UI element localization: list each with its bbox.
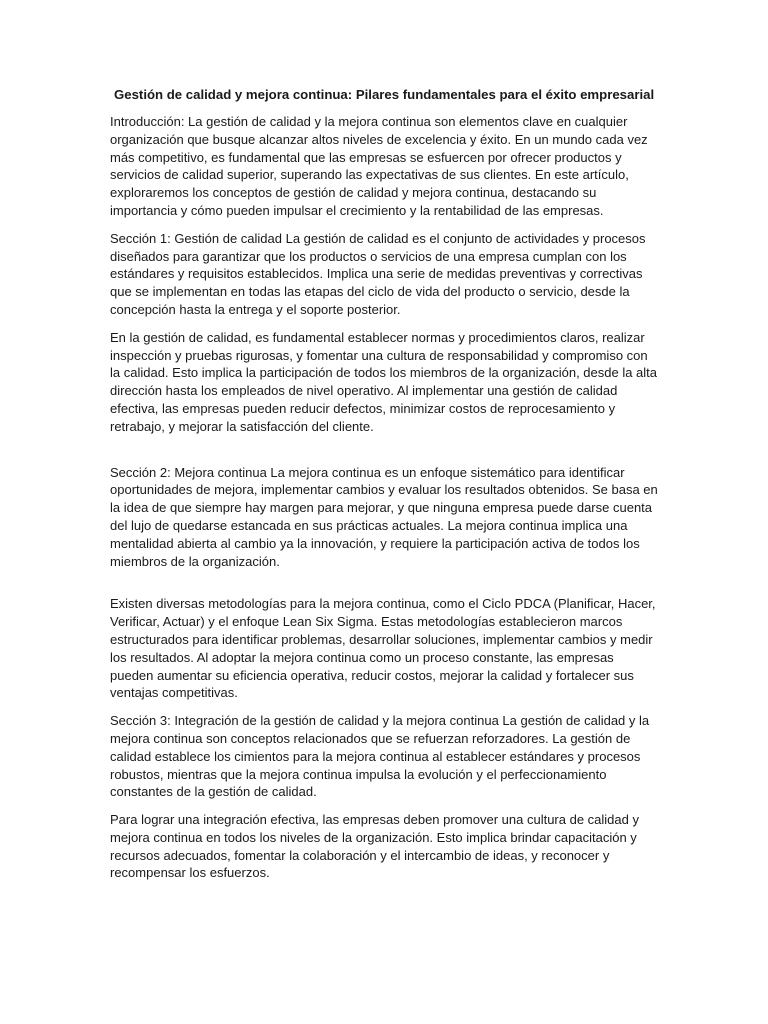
spacer [110, 220, 658, 230]
spacer [110, 570, 658, 595]
document-page [110, 86, 658, 882]
paragraph-introduccion: Introducción: La gestión de calidad y la mejora continua son elementos clave en cualquier organización que busque alcanzar altos niveles de excelencia y éxito. En un mundo cada vez más competitivo, es fundamental que las empresas se esfuercen por ofrecer productos y servicios de calidad superior, superando las expectativas de sus clientes. En este artículo, exploraremos los conceptos de gestión de calidad y mejora continua, destacando su importancia y cómo pueden impulsar el crecimiento y la rentabilidad de las empresas. [110, 114, 648, 218]
spacer [110, 702, 658, 712]
spacer [110, 436, 658, 464]
paragraph-seccion-1: Sección 1: Gestión de calidad La gestión de calidad es el conjunto de actividades y procesos diseñados para garantizar que los productos o servicios de una empresa cumplan con los estándares y requisitos establecidos. Implica una serie de medidas preventivas y correctivas que se implementan en todas las etapas del ciclo de vida del producto o servicio, desde la concepción hasta la entrega y el soporte posterior. [110, 230, 646, 317]
paragraph-seccion-3: Sección 3: Integración de la gestión de calidad y la mejora continua La gestión de calidad y la mejora continua son conceptos relacionados que se refuerzan reforzadores. La gestión de calidad establece los cimientos para la mejora continua al establecer estándares y procesos robustos, mientras que la mejora continua impulsa la evolución y el perfeccionamiento constantes de la gestión de calidad. [110, 713, 650, 800]
document-title: Gestión de calidad y mejora continua: Pilares fundamentales para el éxito empresarial [114, 87, 655, 102]
paragraph-gestion-calidad: En la gestión de calidad, es fundamental establecer normas y procedimientos claros, realizar inspección y pruebas rigurosas, y fomentar una cultura de responsabilidad y compromiso con la calidad. Esto implica la participación de todos los miembros de la organización, desde la alta dirección hasta los empleados de nivel operativo. Al implementar una gestión de calidad efectiva, las empresas pueden reducir defectos, minimizar costos de reprocesamiento y retrabajo, y mejorar la satisfacción del cliente. [110, 329, 658, 434]
paragraph-integracion: Para lograr una integración efectiva, las empresas deben promover una cultura de calidad y mejora continua en todos los niveles de la organización. Esto implica brindar capacitación y recursos adecuados, fomentar la colaboración y el intercambio de ideas, y reconocer y recompensar los esfuerzos. [110, 812, 639, 881]
spacer [110, 319, 658, 329]
spacer [110, 801, 658, 811]
paragraph-seccion-2: Sección 2: Mejora continua La mejora continua es un enfoque sistemático para identificar oportunidades de mejora, implementar cambios y evaluar los resultados obtenidos. Se basa en la idea de que siempre hay margen para mejorar, y que ninguna empresa puede darse cuenta del lujo de quedarse estancada en sus prácticas actuales. La mejora continua implica una mentalidad abierta al cambio ya la innovación, y requiere la participación activa de todos los miembros de la organización. [110, 464, 658, 569]
paragraph-metodologias: Existen diversas metodologías para la mejora continua, como el Ciclo PDCA (Planificar, Hacer, Verificar, Actuar) y el enfoque Lean Six Sigma. Estas metodologías establecieron marcos estructurados para identificar problemas, desarrollar soluciones, implementar cambios y medir los resultados. Al adoptar la mejora continua como un proceso constante, las empresas pueden aumentar su eficiencia operativa, reducir costos, mejorar la calidad y fortalecer sus ventajas competitivas. [110, 596, 656, 701]
